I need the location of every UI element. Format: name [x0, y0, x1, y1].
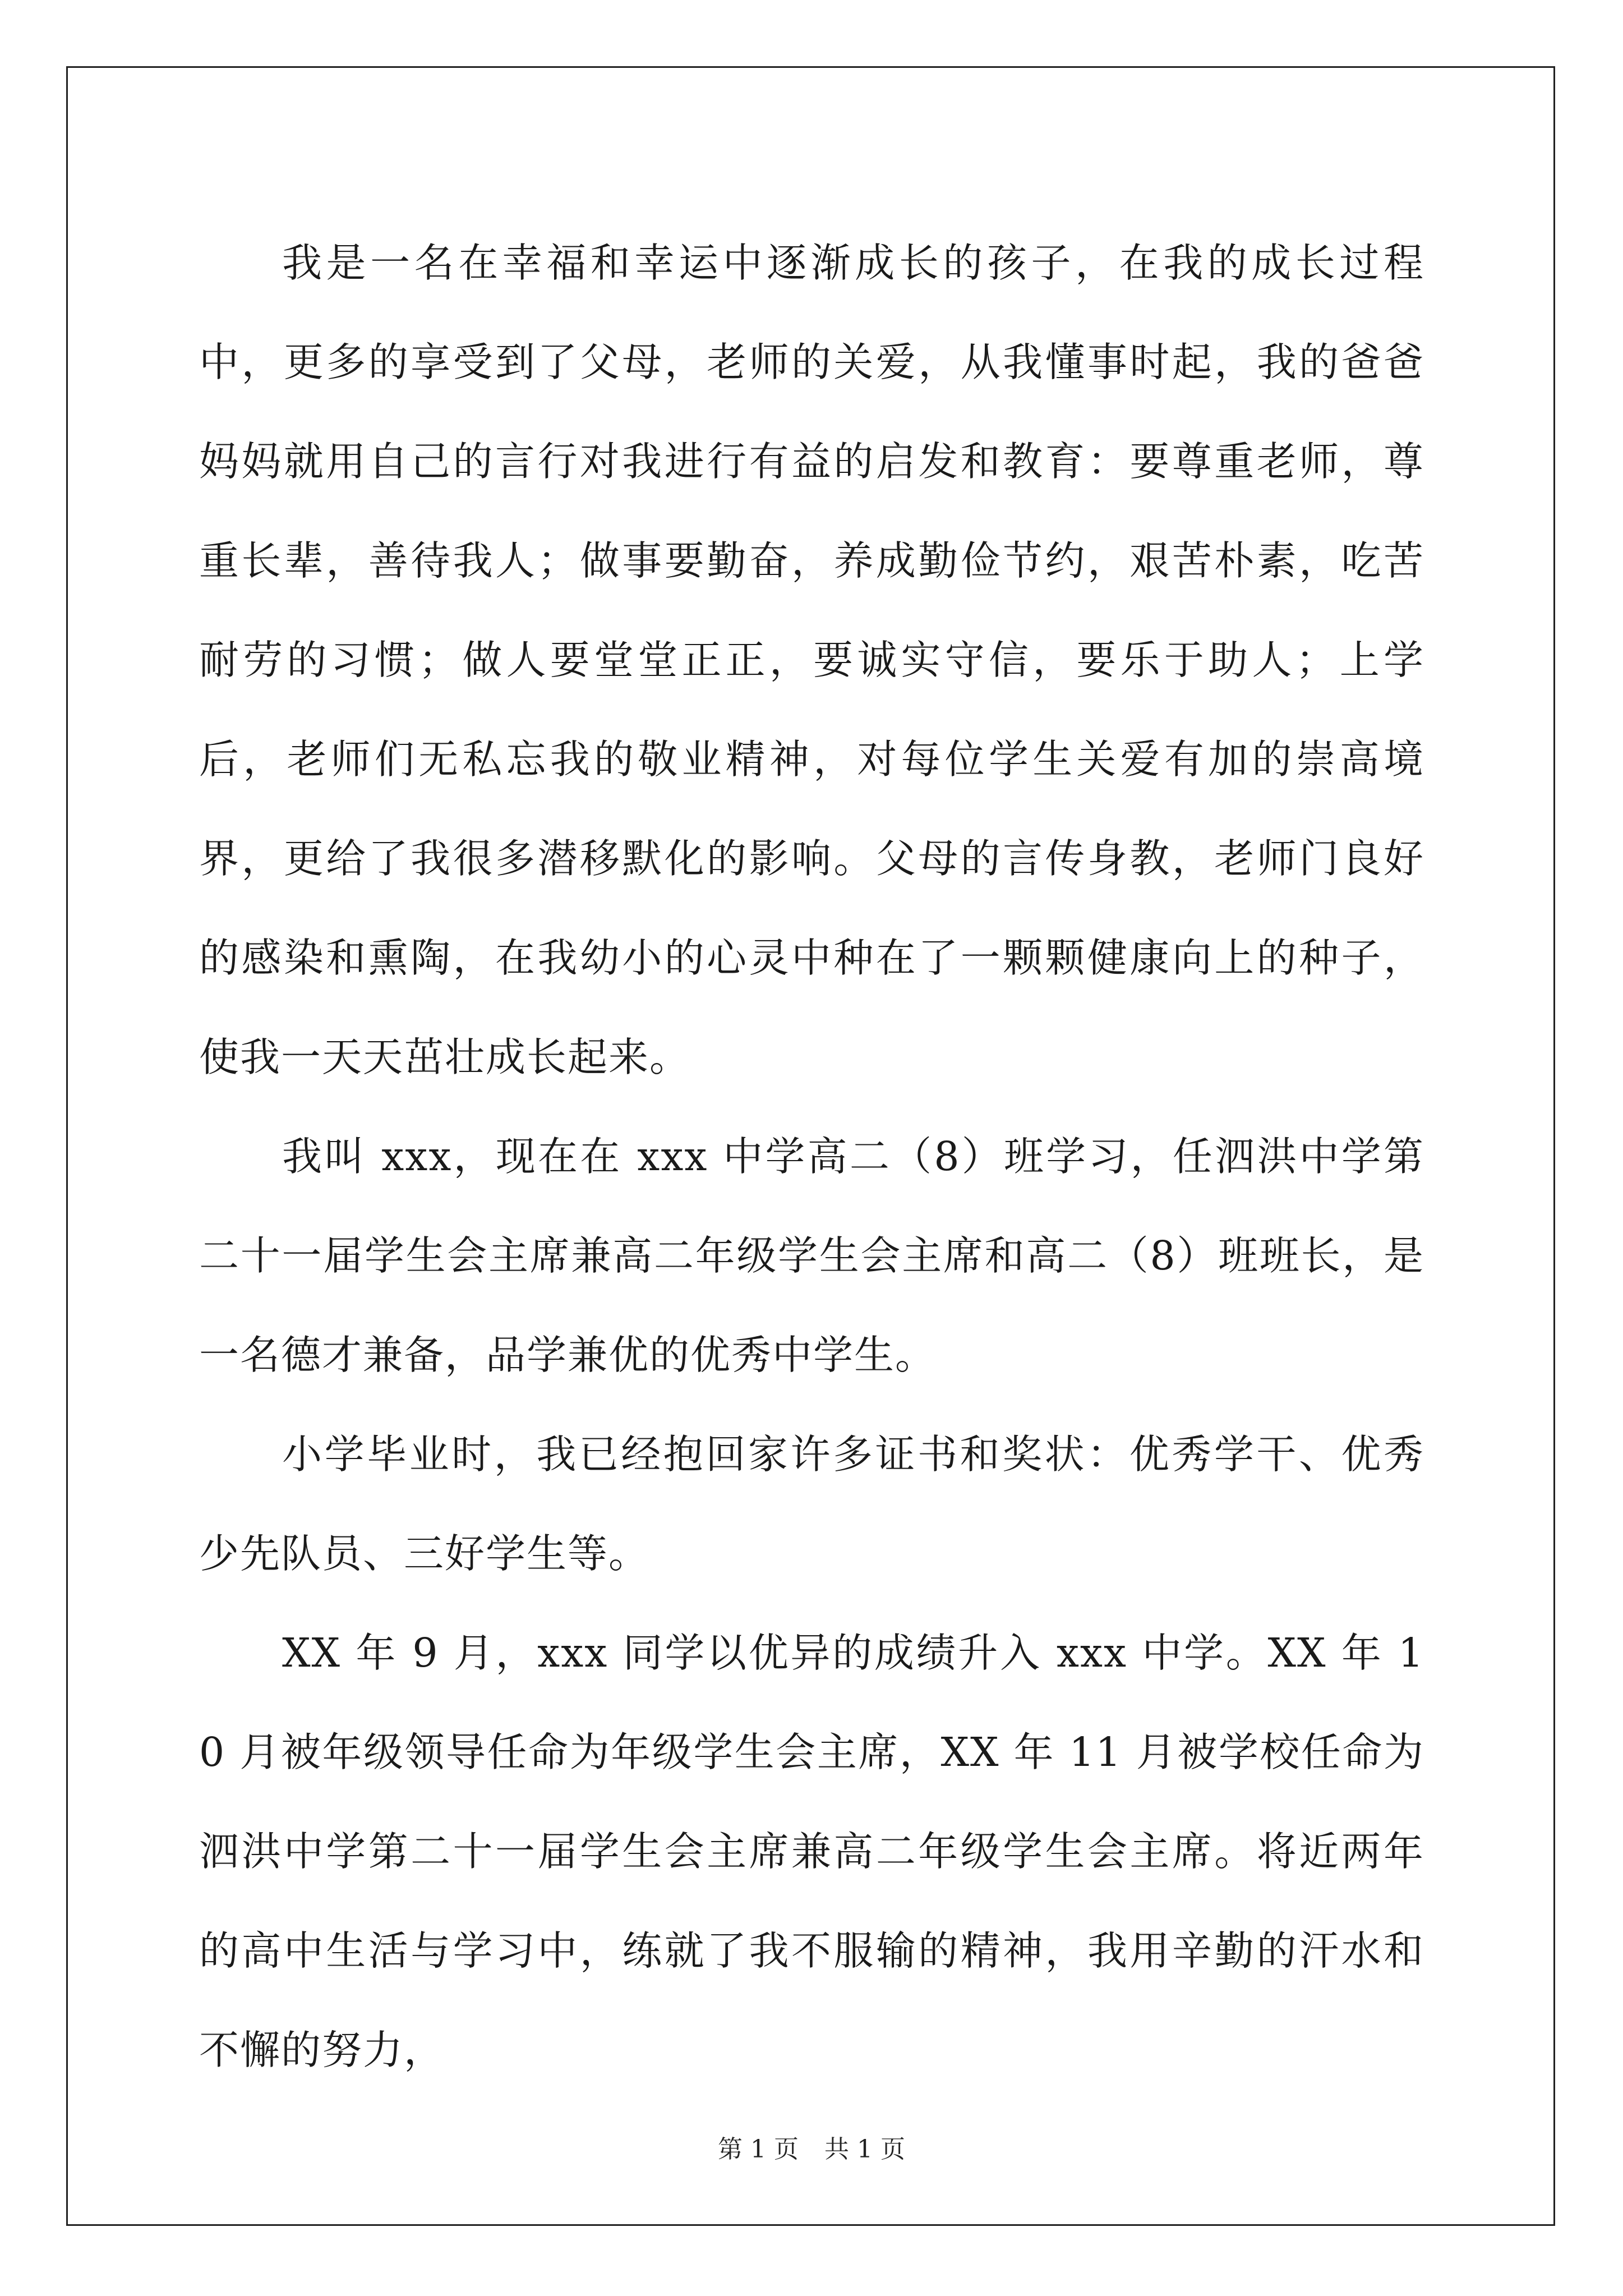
page-footer — [0, 2133, 1623, 2166]
page-total: 共 1 页 — [824, 2135, 905, 2164]
paragraph: 我叫 xxx，现在在 xxx 中学高二（8）班学习，任泗洪中学第二十一届学生会主席兼高二年级学生会主席和高二（8）班班长，是一名德才兼备，品学兼优的优秀中学生。 — [199, 1133, 1424, 1378]
paragraph: XX 年 9 月，xxx 同学以优异的成绩升入 xxx 中学。XX 年 10 月被年级领导任命为年级学生会主席，XX 年 11 月被学校任命为泗洪中学第二十一届学生会主席兼高二年级学生会主席。将近两年的高中生活与学习中，练就了我不服输的精神，我用辛勤的汗水和不懈的努力， — [199, 1630, 1424, 2073]
paragraph: 我是一名在幸福和幸运中逐渐成长的孩子，在我的成长过程中，更多的享受到了父母，老师的关爱，从我懂事时起，我的爸爸妈妈就用自己的言行对我进行有益的启发和教育：要尊重老师，尊重长辈，善待我人；做事要勤奋，养成勤俭节约，艰苦朴素，吃苦耐劳的习惯；做人要堂堂正正，要诚实守信，要乐于助人；上学后，老师们无私忘我的敬业精神，对每位学生关爱有加的崇高境界，更给了我很多潜移默化的影响。父母的言传身教，老师门良好的感染和熏陶，在我幼小的心灵中种在了一颗颗健康向上的种子，使我一天天茁壮成长起来。 — [199, 240, 1424, 1080]
page-number: 第 1 页 — [718, 2135, 799, 2164]
document-body — [199, 213, 1424, 2100]
paragraph: 小学毕业时，我已经抱回家许多证书和奖状：优秀学干、优秀少先队员、三好学生等。 — [199, 1431, 1424, 1577]
